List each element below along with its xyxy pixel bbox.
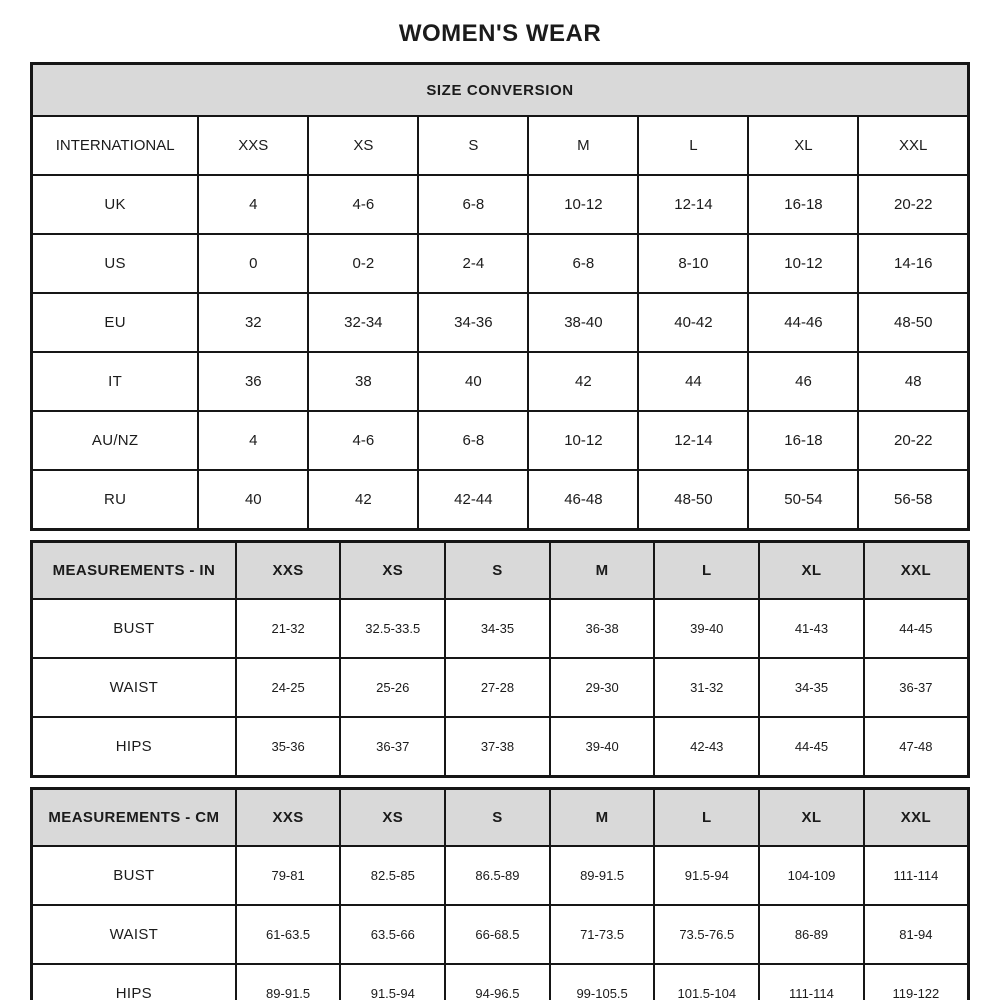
column-header: M: [528, 116, 638, 175]
size-value: 36-37: [340, 717, 445, 777]
column-header: XL: [759, 789, 864, 847]
size-value: 16-18: [748, 175, 858, 234]
row-label: AU/NZ: [32, 411, 199, 470]
size-value: 37-38: [445, 717, 550, 777]
size-value: 12-14: [638, 411, 748, 470]
table-row: [32, 234, 969, 293]
header-row: [32, 789, 969, 847]
row-label: EU: [32, 293, 199, 352]
size-value: 73.5-76.5: [654, 905, 759, 964]
size-value: 61-63.5: [236, 905, 341, 964]
row-label: BUST: [32, 846, 236, 905]
size-value: 4: [198, 411, 308, 470]
size-value: 71-73.5: [550, 905, 655, 964]
table-label-header: MEASUREMENTS - IN: [32, 542, 236, 600]
size-value: 34-35: [759, 658, 864, 717]
size-value: 36-37: [864, 658, 969, 717]
row-label: WAIST: [32, 905, 236, 964]
table-row: [32, 846, 969, 905]
column-header: XXS: [198, 116, 308, 175]
size-value: 36-38: [550, 599, 655, 658]
column-header: L: [654, 542, 759, 600]
size-value: 44: [638, 352, 748, 411]
table-row: [32, 411, 969, 470]
column-header: S: [445, 542, 550, 600]
column-header: XL: [759, 542, 864, 600]
row-label: WAIST: [32, 658, 236, 717]
size-value: 46-48: [528, 470, 638, 530]
size-value: 48-50: [858, 293, 968, 352]
size-value: 12-14: [638, 175, 748, 234]
table-row: [32, 964, 969, 1000]
size-value: 48-50: [638, 470, 748, 530]
size-value: 56-58: [858, 470, 968, 530]
size-value: 39-40: [550, 717, 655, 777]
header-row: [32, 116, 969, 175]
size-value: 42: [528, 352, 638, 411]
column-header: M: [550, 542, 655, 600]
column-header: S: [418, 116, 528, 175]
size-value: 0: [198, 234, 308, 293]
size-value: 40: [418, 352, 528, 411]
size-value: 31-32: [654, 658, 759, 717]
size-value: 20-22: [858, 175, 968, 234]
page-title: WOMEN'S WEAR: [398, 20, 602, 47]
size-value: 42: [308, 470, 418, 530]
row-label: HIPS: [32, 717, 236, 777]
size-value: 86-89: [759, 905, 864, 964]
column-header: XL: [748, 116, 858, 175]
row-label: RU: [32, 470, 199, 530]
size-value: 79-81: [236, 846, 341, 905]
size-value: 10-12: [748, 234, 858, 293]
size-value: 20-22: [858, 411, 968, 470]
column-header: XS: [340, 789, 445, 847]
size-value: 35-36: [236, 717, 341, 777]
size-value: 32.5-33.5: [340, 599, 445, 658]
column-header: L: [638, 116, 748, 175]
measurements-in-table: [30, 540, 970, 778]
size-value: 32: [198, 293, 308, 352]
size-value: 2-4: [418, 234, 528, 293]
table-row: [32, 293, 969, 352]
column-header: XXL: [864, 789, 969, 847]
size-value: 40-42: [638, 293, 748, 352]
size-value: 91.5-94: [340, 964, 445, 1000]
size-value: 42-43: [654, 717, 759, 777]
size-value: 14-16: [858, 234, 968, 293]
size-value: 50-54: [748, 470, 858, 530]
size-value: 6-8: [528, 234, 638, 293]
size-conversion-table: [30, 62, 970, 531]
size-value: 36: [198, 352, 308, 411]
size-value: 16-18: [748, 411, 858, 470]
size-value: 42-44: [418, 470, 528, 530]
size-value: 94-96.5: [445, 964, 550, 1000]
size-value: 66-68.5: [445, 905, 550, 964]
table-label-header: MEASUREMENTS - CM: [32, 789, 236, 847]
table-row: [32, 470, 969, 530]
size-value: 119-122: [864, 964, 969, 1000]
size-value: 10-12: [528, 175, 638, 234]
size-value: 6-8: [418, 175, 528, 234]
header-row: [32, 542, 969, 600]
measurements-cm-table: [30, 787, 970, 1000]
column-header: XS: [308, 116, 418, 175]
size-value: 40: [198, 470, 308, 530]
size-value: 39-40: [654, 599, 759, 658]
column-header: XXS: [236, 789, 341, 847]
table-row: [32, 905, 969, 964]
row-label: IT: [32, 352, 199, 411]
table-title: SIZE CONVERSION: [32, 64, 969, 117]
size-value: 6-8: [418, 411, 528, 470]
size-value: 111-114: [759, 964, 864, 1000]
size-value: 89-91.5: [550, 846, 655, 905]
size-value: 38: [308, 352, 418, 411]
size-value: 4: [198, 175, 308, 234]
size-value: 81-94: [864, 905, 969, 964]
size-value: 34-35: [445, 599, 550, 658]
size-value: 41-43: [759, 599, 864, 658]
table-row: [32, 717, 969, 777]
row-label: BUST: [32, 599, 236, 658]
size-value: 21-32: [236, 599, 341, 658]
table-row: [32, 175, 969, 234]
size-value: 89-91.5: [236, 964, 341, 1000]
size-value: 47-48: [864, 717, 969, 777]
row-label: US: [32, 234, 199, 293]
size-value: 91.5-94: [654, 846, 759, 905]
size-value: 48: [858, 352, 968, 411]
table-row: [32, 352, 969, 411]
size-value: 32-34: [308, 293, 418, 352]
size-value: 25-26: [340, 658, 445, 717]
size-value: 86.5-89: [445, 846, 550, 905]
row-label: UK: [32, 175, 199, 234]
size-value: 4-6: [308, 175, 418, 234]
column-header: M: [550, 789, 655, 847]
size-value: 63.5-66: [340, 905, 445, 964]
size-value: 104-109: [759, 846, 864, 905]
column-header: XXL: [858, 116, 968, 175]
size-value: 44-45: [864, 599, 969, 658]
column-header: XXS: [236, 542, 341, 600]
size-value: 0-2: [308, 234, 418, 293]
size-value: 101.5-104: [654, 964, 759, 1000]
table-label-header: INTERNATIONAL: [32, 116, 199, 175]
size-value: 29-30: [550, 658, 655, 717]
size-value: 44-46: [748, 293, 858, 352]
size-value: 27-28: [445, 658, 550, 717]
size-value: 111-114: [864, 846, 969, 905]
table-row: [32, 658, 969, 717]
size-value: 82.5-85: [340, 846, 445, 905]
column-header: XXL: [864, 542, 969, 600]
column-header: L: [654, 789, 759, 847]
size-value: 10-12: [528, 411, 638, 470]
size-value: 24-25: [236, 658, 341, 717]
table-row: [32, 599, 969, 658]
size-value: 44-45: [759, 717, 864, 777]
size-value: 46: [748, 352, 858, 411]
size-value: 8-10: [638, 234, 748, 293]
size-value: 4-6: [308, 411, 418, 470]
row-label: HIPS: [32, 964, 236, 1000]
size-value: 99-105.5: [550, 964, 655, 1000]
column-header: S: [445, 789, 550, 847]
size-value: 38-40: [528, 293, 638, 352]
column-header: XS: [340, 542, 445, 600]
size-value: 34-36: [418, 293, 528, 352]
